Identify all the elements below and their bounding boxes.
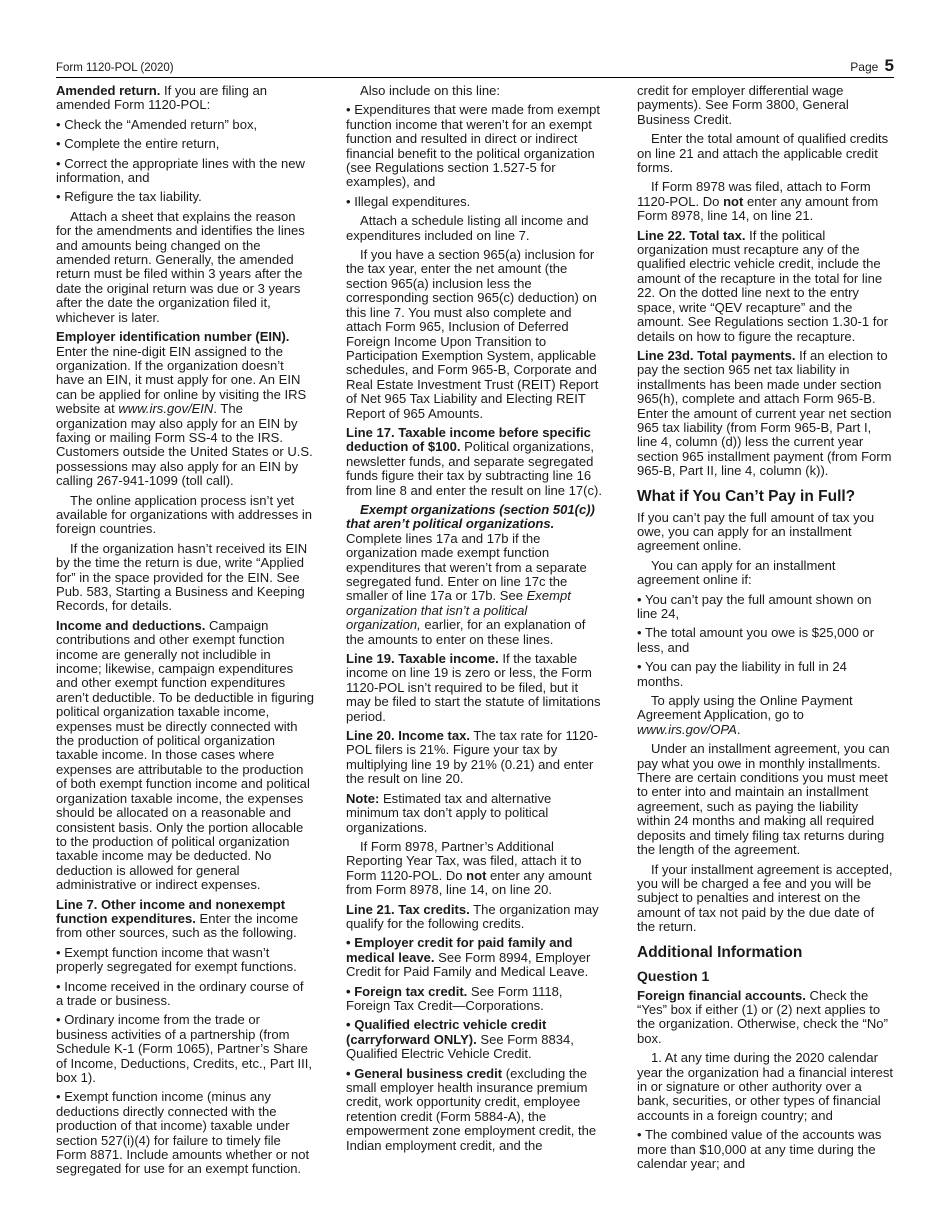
line21-paragraph: Line 21. Tax credits. The organization may qualify for the following credits. — [346, 901, 599, 931]
if-accepted-paragraph: If your installment agreement is accepted, you will be charged a fee and you will be subject to penalties and interest on the amount of tax not paid by the due date of the return. — [637, 861, 893, 935]
column-1 — [56, 84, 314, 1182]
under-agreement-paragraph: Under an installment agreement, you can pay what you owe in monthly installments. There are certain conditions you must meet to enter into and maintain an installment agreement, such as paying the liability within 24 months and making all required deposits and timely filing tax returns during the length of the agreement. — [637, 741, 890, 858]
numbered-item-1: 1. At any time during the 2020 calendar year the organization had a financial interest in or signature or other authority over a bank, securities, or other types of financial accounts in a foreign country; and — [637, 1050, 894, 1123]
line23d-paragraph: Line 23d. Total payments. If an election to pay the section 965 net tax liability in installments has been made under section 965(h), complete and attach Form 965-B. Enter the amount of current year net section 965 tax liability (from Form 965-B, Part I, line 4, column (d)) less the current year section 965 installment payment (from Form 965-B, Part II, line 4, column (k)). — [637, 347, 892, 479]
attach-sheet-paragraph: Attach a sheet that explains the reason for the amendments and identifies the lines and amounts being changed on the amended return. Generally, the amended return must be filed within 3 years after the date the original return was due or 3 years after the date the organization filed it, whichever is later. — [56, 208, 305, 325]
list-item: • You can’t pay the full amount shown on line 24, — [637, 591, 872, 621]
amended-return-paragraph: Amended return. If you are filing an amended Form 1120-POL: — [56, 83, 268, 113]
list-item: • The combined value of the accounts was more than $10,000 at any time during the calendar year; and — [637, 1127, 882, 1171]
exempt-orgs-heading: Exempt organizations (section 501(c)) that aren’t political organizations. — [346, 501, 595, 532]
line7-heading: Line 7. Other income and nonexempt function expenditures. — [56, 896, 286, 926]
line7-paragraph: Line 7. Other income and nonexempt function expenditures. Enter the income from other sources, such as the following. — [56, 896, 299, 941]
line17-heading: Line 17. Taxable income before specific deduction of $100. — [346, 424, 591, 455]
list-item: • Complete the entire return, — [56, 136, 220, 152]
form-8978-paragraph: If Form 8978 was filed, attach to Form 1120-POL. Do not enter any amount from Form 8978, line 14, on line 21. — [637, 179, 879, 224]
list-item: • Qualified electric vehicle credit (carryforward ONLY). See Form 8834, Qualified Electric Vehicle Credit. — [346, 1017, 574, 1062]
list-item: • Correct the appropriate lines with the new information, and — [56, 155, 305, 186]
online-application-paragraph: The online application process isn’t yet available for organizations with addresses in foreign countries. — [56, 492, 313, 537]
ein-heading: Employer identification number (EIN). — [56, 329, 290, 345]
list-item: • Employer credit for paid family and medical leave. See Form 8994, Employer Credit for Paid Family and Medical Leave. — [346, 935, 591, 980]
page-label: Page — [850, 60, 879, 74]
list-item: • The total amount you owe is $25,000 or less, and — [637, 625, 875, 655]
amended-return-heading: Amended return. — [56, 83, 161, 98]
also-include-paragraph: Also include on this line: — [360, 83, 500, 98]
no-ein-paragraph: If the organization hasn’t received its EIN by the time the return is due, write “Applied for” in the space provided for the EIN. See Pub. 583, Starting a Business and Keeping Records, for details. — [56, 540, 308, 614]
column-2 — [346, 84, 604, 1158]
page-header — [56, 56, 894, 74]
list-item: • General business credit (excluding the small employer health insurance premium credit, work opportunity credit, employee retention credit (Form 5884-A), the empowerment zone employment credit, the Indian employment credit, and the — [346, 1065, 597, 1153]
income-deductions-paragraph: Income and deductions. Campaign contributions and other exempt function income are generally not includible in income; likewise, campaign expenditures and other exempt function expenditures aren’t deductible. To be deductible in figuring political organization taxable income, expenses must be directly connected with the production of political organization taxable income. In those cases where expenses are attributable to the production of both exempt function income and political organization taxable income, the expenses should be allocated on a reasonable and consistent basis. Only the portion allocable to the production of political organization taxable income may be deducted. No deduction is allowed for general administrative or indirect expenses. — [56, 617, 314, 893]
question-1-heading: Question 1 — [637, 967, 710, 984]
list-item: • Income received in the ordinary course of a trade or business. — [56, 978, 304, 1008]
line22-paragraph: Line 22. Total tax. If the political organization must recapture any of the qualified electric vehicle credit, include the amount of the recapture in the total for line 22. On the dotted line next to the entry space, write “QEV recapture” and the amount. See Regulations section 1.30-1 for details on how to figure the recapture. — [637, 227, 888, 344]
opa-url: www.irs.gov/OPA — [637, 721, 737, 737]
header-rule — [56, 77, 894, 78]
line17-paragraph: Line 17. Taxable income before specific deduction of $100. Political organizations, newsletter funds, and separate segregated funds figure their tax by subtracting line 16 from line 8 and enter the result on line 17(c). — [346, 424, 603, 498]
list-item: • Illegal expenditures. — [346, 193, 471, 209]
form-8978-paragraph: If Form 8978, Partner’s Additional Reporting Year Tax, was filed, attach it to Form 1120-POL. Do not enter any amount from Form 8978, line 14, on line 20. — [346, 838, 592, 898]
list-item: • Exempt function income (minus any deductions directly connected with the production of that income) taxable under section 527(i)(4) for failure to timely file Form 8871. Include amounts whether or not segregated for use for an exempt function. — [56, 1089, 310, 1177]
section-965-paragraph: If you have a section 965(a) inclusion for the tax year, enter the net amount (the section 965(a) inclusion less the corresponding section 965(c) deduction) on this line 7. You must also complete and attach Form 965, Inclusion of Deferred Foreign Income Upon Transition to Participation Exemption System, applicable schedules, and Form 965-B, Corporate and Real Estate Investment Trust (REIT) Report of Net 965 Tax Liability and Electing REIT Report of 965 Amounts. — [346, 247, 599, 421]
line21-heading: Line 21. Tax credits. — [346, 901, 470, 917]
list-item: • Exempt function income that wasn’t properly segregated for exempt functions. — [56, 944, 297, 975]
can-apply-paragraph: You can apply for an installment agreement online if: — [637, 557, 836, 588]
line22-heading: Line 22. Total tax. — [637, 227, 746, 243]
list-item: • Check the “Amended return” box, — [56, 116, 258, 132]
foreign-accounts-paragraph: Foreign financial accounts. Check the “Yes” box if either (1) or (2) next applies to the organization. Otherwise, check the “No” box. — [637, 987, 888, 1046]
foreign-accounts-heading: Foreign financial accounts. — [637, 987, 806, 1003]
additional-information-heading: Additional Information — [637, 943, 803, 961]
line19-heading: Line 19. Taxable income. — [346, 651, 499, 667]
list-item: • Ordinary income from the trade or business activities of a partnership (from Schedule K-1 (Form 1065), Partner’s Share of Income, Deductions, Credits, etc., Part III, box 1). — [56, 1012, 312, 1085]
form-id: Form 1120-POL (2020) — [56, 62, 174, 74]
line20-paragraph: Line 20. Income tax. The tax rate for 1120-POL filers is 21%. Figure your tax by multiplying line 19 by 21% (0.21) and enter the result on line 20. — [346, 728, 598, 787]
income-deductions-heading: Income and deductions. — [56, 617, 206, 633]
page-number: 5 — [884, 56, 894, 75]
note-heading: Note: — [346, 790, 380, 806]
cant-pay-heading: What if You Can’t Pay in Full? — [637, 487, 856, 505]
line23d-heading: Line 23d. Total payments. — [637, 347, 796, 363]
list-item: • Foreign tax credit. See Form 1118, Foreign Tax Credit—Corporations. — [346, 983, 563, 1013]
column-3 — [637, 84, 895, 1176]
line19-paragraph: Line 19. Taxable income. If the taxable income on line 19 is zero or less, the Form 1120-POL isn’t required to be filed, but it may be filed to start the statute of limitations period. — [346, 651, 601, 724]
continued-paragraph: credit for employer differential wage payments). See Form 3800, General Business Credit. — [637, 83, 849, 127]
exempt-orgs-paragraph: Exempt organizations (section 501(c)) that aren’t political organizations. Complete lines 17a and 17b if the organization made exempt function expenditures that weren’t from a separate segregated fund. Enter on line 17c the smaller of line 17a or 17b. See Exempt organization that isn’t a political organization, earlier, for an explanation of the amounts to enter on these lines. — [346, 501, 595, 647]
ein-paragraph: Employer identification number (EIN). Enter the nine-digit EIN assigned to the organization. If the organization doesn’t have an EIN, it must apply for one. An EIN can be applied for online by visiting the IRS website at www.irs.gov/EIN. The organization may also apply for an EIN by faxing or mailing Form SS-4 to the IRS. Customers outside the United States or U.S. possessions may also apply for an EIN by calling 267-941-1099 (toll call). — [56, 329, 313, 489]
note-paragraph: Note: Estimated tax and alternative minimum tax don’t apply to political organizations. — [346, 790, 552, 835]
page-indicator — [850, 58, 894, 74]
attach-schedule-paragraph: Attach a schedule listing all income and expenditures included on line 7. — [346, 213, 589, 243]
list-item: • You can pay the liability in full in 24 months. — [637, 659, 847, 689]
enter-total-paragraph: Enter the total amount of qualified credits on line 21 and attach the applicable credit forms. — [637, 131, 889, 176]
cant-pay-paragraph: If you can’t pay the full amount of tax you owe, you can apply for an installment agreement online. — [637, 509, 875, 554]
list-item: • Expenditures that were made from exempt function income that weren’t for an exempt function and resulted in direct or indirect financial benefit to the political organization (see Regulations section 1.527-5 for examples), and — [346, 102, 601, 190]
ein-url: www.irs.gov/EIN — [118, 401, 214, 417]
line20-heading: Line 20. Income tax. — [346, 728, 470, 744]
list-item: • Refigure the tax liability. — [56, 189, 202, 205]
opa-paragraph: To apply using the Online Payment Agreement Application, go to www.irs.gov/OPA. — [637, 693, 853, 737]
